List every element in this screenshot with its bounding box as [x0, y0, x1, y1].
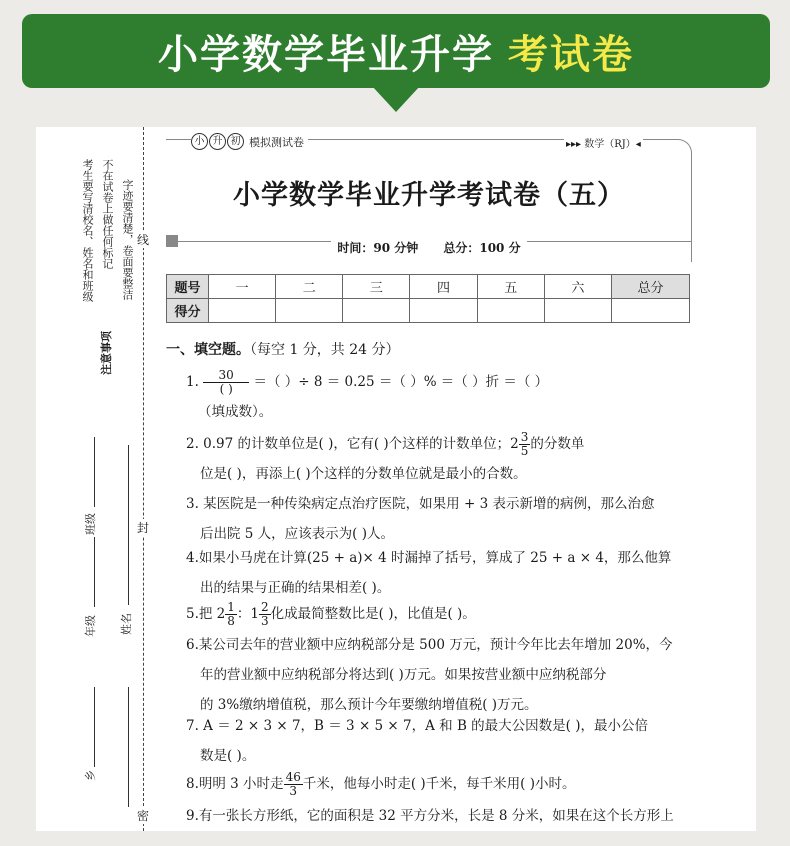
- col-2: 二: [276, 275, 343, 299]
- exam-title: 小学数学毕业升学考试卷（五）: [233, 180, 625, 211]
- q2-den: 5: [520, 444, 529, 458]
- q8-fraction: [284, 771, 303, 798]
- question-6: [186, 630, 706, 720]
- notice-line-1: 考生要写清校名、姓名和班级: [81, 159, 94, 302]
- q2-num: 3: [520, 430, 529, 444]
- q6-line3: 的 3%缴纳增值税，那么预计今年要缴纳增值税( )万元。: [200, 697, 538, 713]
- question-7: [186, 711, 706, 771]
- q7-line2: 数是( )。: [200, 748, 256, 764]
- q3-line2: 后出院 5 人，应该表示为( )人。: [200, 526, 394, 542]
- question-5: [186, 599, 706, 629]
- q6-line1: 6.某公司去年的营业额中应纳税部分是 500 万元，预计今年比去年增加 20%，今: [186, 637, 673, 653]
- tag-circle-3: 初: [227, 133, 244, 150]
- score-cell: [276, 299, 343, 323]
- col-total: 总分: [612, 275, 690, 299]
- q5-d2: 3: [261, 614, 269, 628]
- tag-text: 模拟测试卷: [249, 135, 304, 149]
- field-name: 姓名: [120, 613, 133, 635]
- exam-paper: [36, 127, 756, 831]
- q5-b: ：1: [236, 606, 259, 622]
- q7-line1: 7. A ＝ 2 × 3 × 7，B ＝ 3 × 5 × 7，A 和 B 的最大公因数是( )，最小公倍: [186, 718, 648, 734]
- banner-white-text: 小学数学毕业升学: [158, 31, 494, 78]
- banner-pointer: [372, 86, 420, 112]
- mock-test-tag: [191, 133, 308, 150]
- seal-line-char: 线: [137, 233, 150, 247]
- question-8: [186, 769, 706, 799]
- question-1: [186, 367, 706, 427]
- col-5: 五: [477, 275, 544, 299]
- col-1: 一: [209, 275, 276, 299]
- q6-line2: 年的营业额中应纳税部分将达到( )万元。如果按营业额中应纳税部分: [200, 667, 607, 683]
- field-class: 班级: [84, 513, 97, 535]
- q1-den: ( ): [219, 382, 233, 396]
- q1-fraction: [203, 369, 249, 396]
- tag-circle-1: 小: [191, 133, 208, 150]
- score-cell: [477, 299, 544, 323]
- banner-yellow-text: 考试卷: [508, 31, 634, 78]
- notice-line-2: 不在试卷上做任何标记: [101, 159, 114, 269]
- q8-num: 46: [285, 770, 301, 784]
- score-cell: [612, 299, 690, 323]
- section-heading: [166, 339, 400, 359]
- score-cell: [410, 299, 477, 323]
- class-underline: [94, 437, 95, 507]
- notice-line-3: 字迹要清楚，卷面要整洁: [121, 179, 134, 300]
- q5-n1: 1: [227, 600, 235, 614]
- q5-n2: 2: [261, 600, 269, 614]
- q5-d1: 8: [227, 614, 235, 628]
- township-underline: [94, 687, 95, 767]
- q2-line1a: 2. 0.97 的计数单位是( )，它有( )个这样的计数单位；2: [186, 436, 519, 452]
- q3-line1: 3. 某医院是一种传染病定点治疗医院，如果用 + 3 表示新增的病例，那么治愈: [186, 496, 655, 512]
- field-township: 乡: [84, 770, 97, 781]
- q1-rest: ＝（ ）÷ 8 ＝ 0.25 ＝（ ）% ＝（ ）折 ＝（ ）: [253, 374, 549, 390]
- question-9: [186, 801, 706, 831]
- col-3: 三: [343, 275, 410, 299]
- q5-a: 5.把 2: [186, 606, 226, 622]
- name-underline: [128, 445, 129, 605]
- q5-c: 化成最简整数比是( )，比值是( )。: [270, 606, 476, 622]
- bottom-underline: [128, 687, 129, 807]
- q2-line2: 位是( )，再添上( )个这样的分数单位就是最小的合数。: [200, 466, 527, 482]
- grade-underline: [94, 537, 95, 607]
- q8-den: 3: [289, 784, 298, 798]
- question-2: [186, 429, 706, 489]
- q2-line1b: 的分数单: [530, 436, 585, 452]
- notice-title: 注意事项: [100, 331, 113, 375]
- seal-seal-char: 封: [137, 521, 150, 535]
- seal-secret-char: 密: [137, 809, 150, 823]
- col-6: 六: [544, 275, 611, 299]
- question-3: [186, 489, 706, 549]
- subject-label: ▸▸▸ 数学（RJ）◂: [564, 135, 643, 150]
- tag-circle-2: 升: [209, 133, 226, 150]
- table-row: [167, 299, 690, 323]
- q2-fraction: [519, 431, 531, 458]
- row-label-question: 题号: [167, 275, 209, 299]
- q4-line1: 4.如果小马虎在计算(25 + a)× 4 时漏掉了括号，算成了 25 + a × 4，那么他算: [186, 550, 672, 566]
- q8-b: 千米，他每小时走( )千米，每千米用( )小时。: [302, 776, 576, 792]
- score-cell: [209, 299, 276, 323]
- q9-line1: 9.有一张长方形纸，它的面积是 32 平方分米，长是 8 分米，如果在这个长方形上: [186, 808, 674, 824]
- title-banner: [22, 14, 770, 88]
- section-title: 一、填空题。: [166, 342, 250, 358]
- time-total-info: [166, 239, 692, 256]
- question-4: [186, 543, 706, 603]
- q1-num: 30: [203, 369, 249, 383]
- row-label-score: 得分: [167, 299, 209, 323]
- time-limit: 时间：90 分钟: [337, 241, 419, 255]
- q8-a: 8.明明 3 小时走: [186, 776, 284, 792]
- score-cell: [544, 299, 611, 323]
- q4-line2: 出的结果与正确的结果相差( )。: [200, 580, 391, 596]
- q1-prefix: 1.: [186, 374, 199, 390]
- table-row: [167, 275, 690, 299]
- score-cell: [343, 299, 410, 323]
- q1-line2: （填成数）。: [198, 404, 273, 420]
- score-table: [166, 274, 690, 323]
- total-score: 总分：100 分: [443, 241, 521, 255]
- q5-fraction-2: [259, 601, 271, 628]
- col-4: 四: [410, 275, 477, 299]
- q5-fraction-1: [225, 601, 237, 628]
- section-note: （每空 1 分，共 24 分）: [250, 342, 400, 358]
- field-grade: 年级: [84, 615, 97, 637]
